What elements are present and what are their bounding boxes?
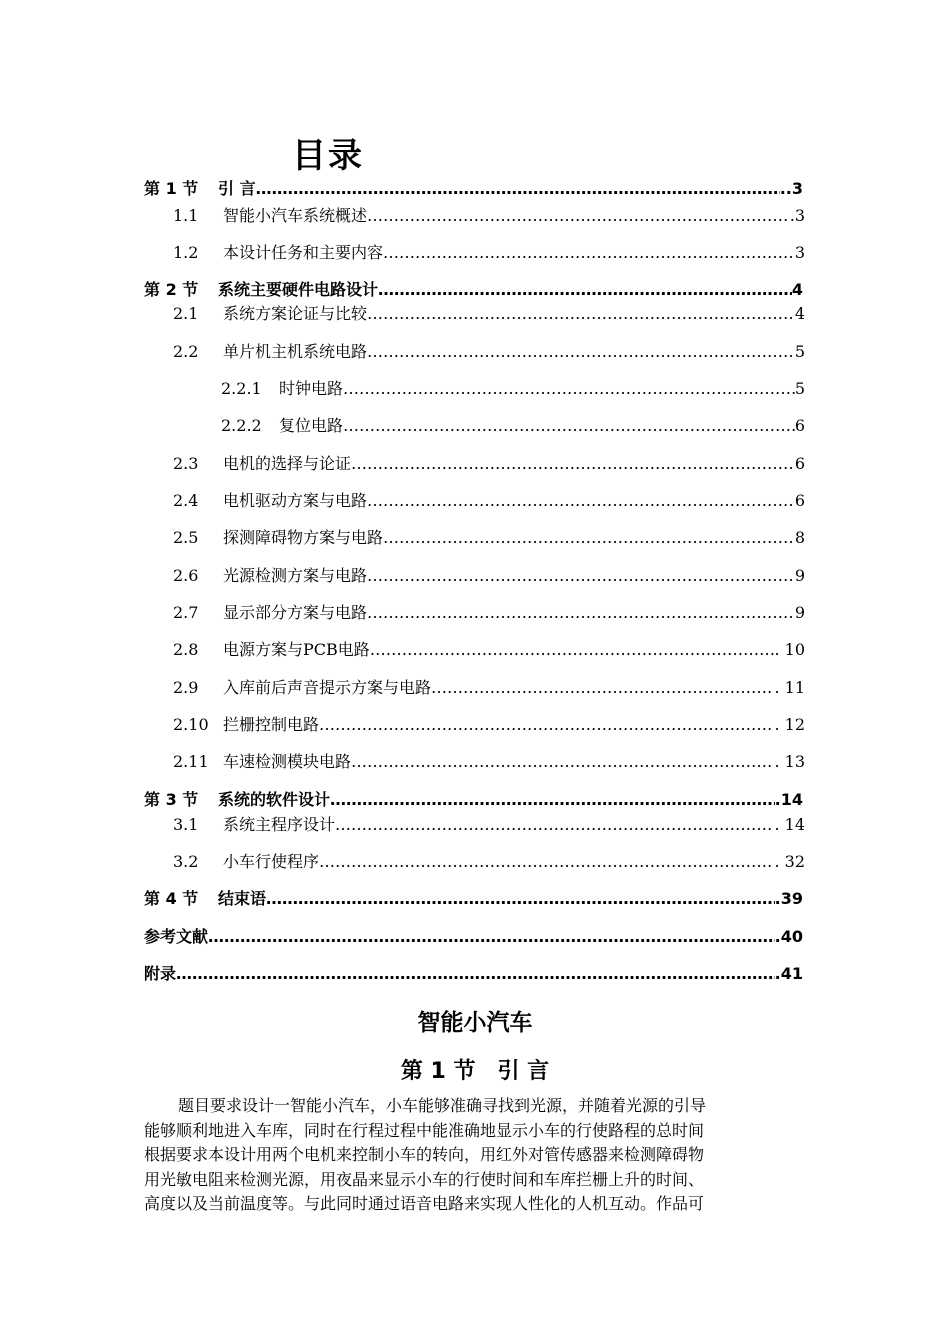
- toc-leader-dots: [208, 927, 775, 946]
- toc-entry: [173, 812, 805, 835]
- toc-leader-dots: [367, 603, 795, 622]
- toc-entry-number: 2.4: [173, 491, 199, 510]
- toc-page-number: ..3: [779, 179, 803, 198]
- toc-entry: [221, 413, 805, 436]
- paragraph-line: 高度以及当前温度等。与此同时通过语音电路来实现人性化的人机互动。作品可: [144, 1194, 705, 1213]
- toc-entry-number: 2.11: [173, 752, 209, 771]
- toc-leader-dots: [343, 379, 795, 398]
- toc-entry-label: [173, 339, 367, 362]
- toc-page-number: 8: [794, 528, 805, 547]
- toc-entry-text: 附录: [144, 964, 177, 983]
- toc-entry: [144, 277, 803, 300]
- toc-entry-label: [173, 600, 367, 623]
- toc-entry-label: [144, 277, 378, 300]
- toc-entry: [173, 339, 805, 362]
- toc-entry-label: [173, 240, 383, 263]
- toc-entry-text: 系统方案论证与比较: [223, 304, 368, 323]
- section-heading: 第 1 节 引 言: [400, 1059, 550, 1084]
- toc-entry: [221, 376, 805, 399]
- toc-entry: [144, 886, 803, 909]
- toc-page-number: .39: [774, 889, 803, 908]
- toc-page-number: .41: [774, 964, 803, 983]
- toc-leader-dots: [319, 852, 774, 871]
- toc-entry-label: [173, 563, 367, 586]
- toc-entry: [144, 787, 803, 810]
- toc-entry-number: 2.5: [173, 528, 199, 547]
- toc-entry: [173, 203, 805, 226]
- toc-page-number: .14: [774, 790, 803, 809]
- body-paragraph: [144, 1094, 808, 1217]
- toc-leader-dots: [335, 815, 774, 834]
- toc-page-number: 6: [794, 416, 805, 435]
- toc-leader-dots: [319, 715, 774, 734]
- toc-entry-text: 单片机主机系统电路: [223, 342, 368, 361]
- toc-entry-text: 电源方案与PCB电路: [223, 640, 370, 659]
- toc-entry-label: [173, 203, 367, 226]
- toc-page-number: 6: [794, 491, 805, 510]
- toc-leader-dots: [256, 179, 780, 198]
- toc-page-number: . 13: [774, 752, 805, 771]
- toc-entry-text: 小车行使程序: [223, 852, 320, 871]
- toc-page-number: . 11: [774, 678, 805, 697]
- toc-entry-number: 2.2.2: [221, 416, 262, 435]
- toc-entry-number: 1.2: [173, 243, 199, 262]
- toc-entry-number: 第 2 节: [144, 280, 199, 299]
- toc-leader-dots: [370, 640, 775, 659]
- toc-entry: [173, 488, 805, 511]
- toc-entry-text: 电机的选择与论证: [223, 454, 352, 473]
- paragraph-line: 根据要求本设计用两个电机来控制小车的转向，用红外对管传感器来检测障碍物: [144, 1145, 705, 1164]
- toc-leader-dots: [367, 342, 795, 361]
- toc-entry: [144, 176, 803, 199]
- toc-page-number: .3: [789, 206, 805, 225]
- toc-entry-number: 3.2: [173, 852, 199, 871]
- toc-entry-text: 系统主要硬件电路设计: [218, 280, 379, 299]
- toc-entry-label: [173, 451, 351, 474]
- toc-page-number: .40: [774, 927, 803, 946]
- toc-entry-number: 2.8: [173, 640, 199, 659]
- toc-entry-label: [173, 675, 431, 698]
- toc-entry-label: [173, 637, 370, 660]
- toc-entry-number: 2.6: [173, 566, 199, 585]
- toc-leader-dots: [367, 566, 795, 585]
- document-title: 智能小汽车: [417, 1010, 533, 1036]
- toc-entry-text: 引 言: [218, 179, 256, 198]
- toc-entry: [144, 924, 803, 947]
- toc-entry-number: 2.1: [173, 304, 199, 323]
- toc-entry-text: 入库前后声音提示方案与电路: [223, 678, 432, 697]
- toc-page-number: . 10: [774, 640, 805, 659]
- toc-entry: [173, 525, 805, 548]
- toc-entry-text: 光源检测方案与电路: [223, 566, 368, 585]
- toc-entry: [173, 301, 805, 324]
- toc-entry-text: 时钟电路: [279, 379, 344, 398]
- toc-entry-label: [173, 812, 335, 835]
- toc-page-number: . 12: [774, 715, 805, 734]
- toc-page-number: 9: [794, 603, 805, 622]
- toc-leader-dots: [383, 243, 795, 262]
- toc-entry-label: [221, 413, 343, 436]
- toc-entry-number: 第 4 节: [144, 889, 199, 908]
- toc-leader-dots: [367, 491, 795, 510]
- toc-entry-number: 第 3 节: [144, 790, 199, 809]
- toc-entry-label: [173, 749, 351, 772]
- toc-entry: [173, 712, 805, 735]
- toc-entry-label: [144, 961, 176, 984]
- toc-entry: [173, 849, 805, 872]
- toc-entry-text: 电机驱动方案与电路: [223, 491, 368, 510]
- toc-entry: [173, 675, 805, 698]
- toc-entry-text: 复位电路: [279, 416, 344, 435]
- toc-entry: [173, 749, 805, 772]
- toc-entry: [173, 451, 805, 474]
- toc-entry-label: [144, 176, 256, 199]
- toc-leader-dots: [383, 528, 795, 547]
- toc-leader-dots: [176, 964, 775, 983]
- toc-entry-label: [221, 376, 343, 399]
- toc-entry-label: [173, 525, 383, 548]
- toc-entry-number: 3.1: [173, 815, 199, 834]
- toc-entry-label: [173, 712, 319, 735]
- toc-entry-number: 2.2.1: [221, 379, 262, 398]
- paragraph-line: 能够顺利地进入车库，同时在行程过程中能准确地显示小车的行使路程的总时间: [144, 1120, 705, 1140]
- toc-entry-text: 车速检测模块电路: [223, 752, 352, 771]
- toc-entry-label: [173, 301, 367, 324]
- paragraph-line: 用光敏电阻来检测光源，用夜晶来显示小车的行使时间和车库拦栅上升的时间、: [144, 1169, 705, 1189]
- toc-entry-number: 2.10: [173, 715, 209, 734]
- toc-entry-number: 2.2: [173, 342, 199, 361]
- toc-entry-label: [173, 488, 367, 511]
- toc-leader-dots: [266, 889, 775, 908]
- toc-entry: [173, 637, 805, 660]
- toc-entry: [173, 600, 805, 623]
- toc-entry-text: 参考文献: [144, 927, 209, 946]
- toc-leader-dots: [431, 678, 774, 697]
- toc-title: 目录: [292, 136, 364, 176]
- toc-leader-dots: [351, 752, 774, 771]
- toc-entry-text: 拦栅控制电路: [223, 715, 320, 734]
- toc-page-number: 4: [794, 304, 805, 323]
- toc-leader-dots: [343, 416, 795, 435]
- toc-entry: [144, 961, 803, 984]
- toc-entry-number: 1.1: [173, 206, 199, 225]
- toc-entry: [173, 563, 805, 586]
- toc-entry-text: 探测障碍物方案与电路: [223, 528, 384, 547]
- toc-entry-number: 第 1 节: [144, 179, 199, 198]
- toc-entry-text: 显示部分方案与电路: [223, 603, 368, 622]
- toc-leader-dots: [367, 304, 795, 323]
- toc-entry-text: 智能小汽车系统概述: [223, 206, 368, 225]
- toc-page-number: . 14: [774, 815, 805, 834]
- toc-entry-label: [144, 924, 208, 947]
- toc-entry-label: [173, 849, 319, 872]
- toc-leader-dots: [378, 280, 792, 299]
- toc-entry-number: 2.3: [173, 454, 199, 473]
- toc-page-number: 9: [794, 566, 805, 585]
- toc-page-number: . 32: [774, 852, 805, 871]
- toc-entry-text: 系统的软件设计: [218, 790, 331, 809]
- toc-entry: [173, 240, 805, 263]
- toc-entry-number: 2.9: [173, 678, 199, 697]
- toc-leader-dots: [351, 454, 795, 473]
- toc-entry-label: [144, 886, 266, 909]
- toc-leader-dots: [367, 206, 790, 225]
- toc-entry-text: 结束语: [218, 889, 267, 908]
- toc-entry-text: 本设计任务和主要内容: [223, 243, 384, 262]
- toc-page-number: 6: [794, 454, 805, 473]
- paragraph-line: 题目要求设计一智能小汽车，小车能够准确寻找到光源，并随着光源的引导: [178, 1096, 707, 1115]
- toc-page-number: 4: [791, 280, 803, 299]
- toc-entry-label: [144, 787, 330, 810]
- toc-entry-text: 系统主程序设计: [223, 815, 336, 834]
- toc-page-number: 5: [794, 379, 805, 398]
- toc-page-number: 3: [794, 243, 805, 262]
- toc-leader-dots: [330, 790, 775, 809]
- toc-page-number: 5: [794, 342, 805, 361]
- toc-entry-number: 2.7: [173, 603, 199, 622]
